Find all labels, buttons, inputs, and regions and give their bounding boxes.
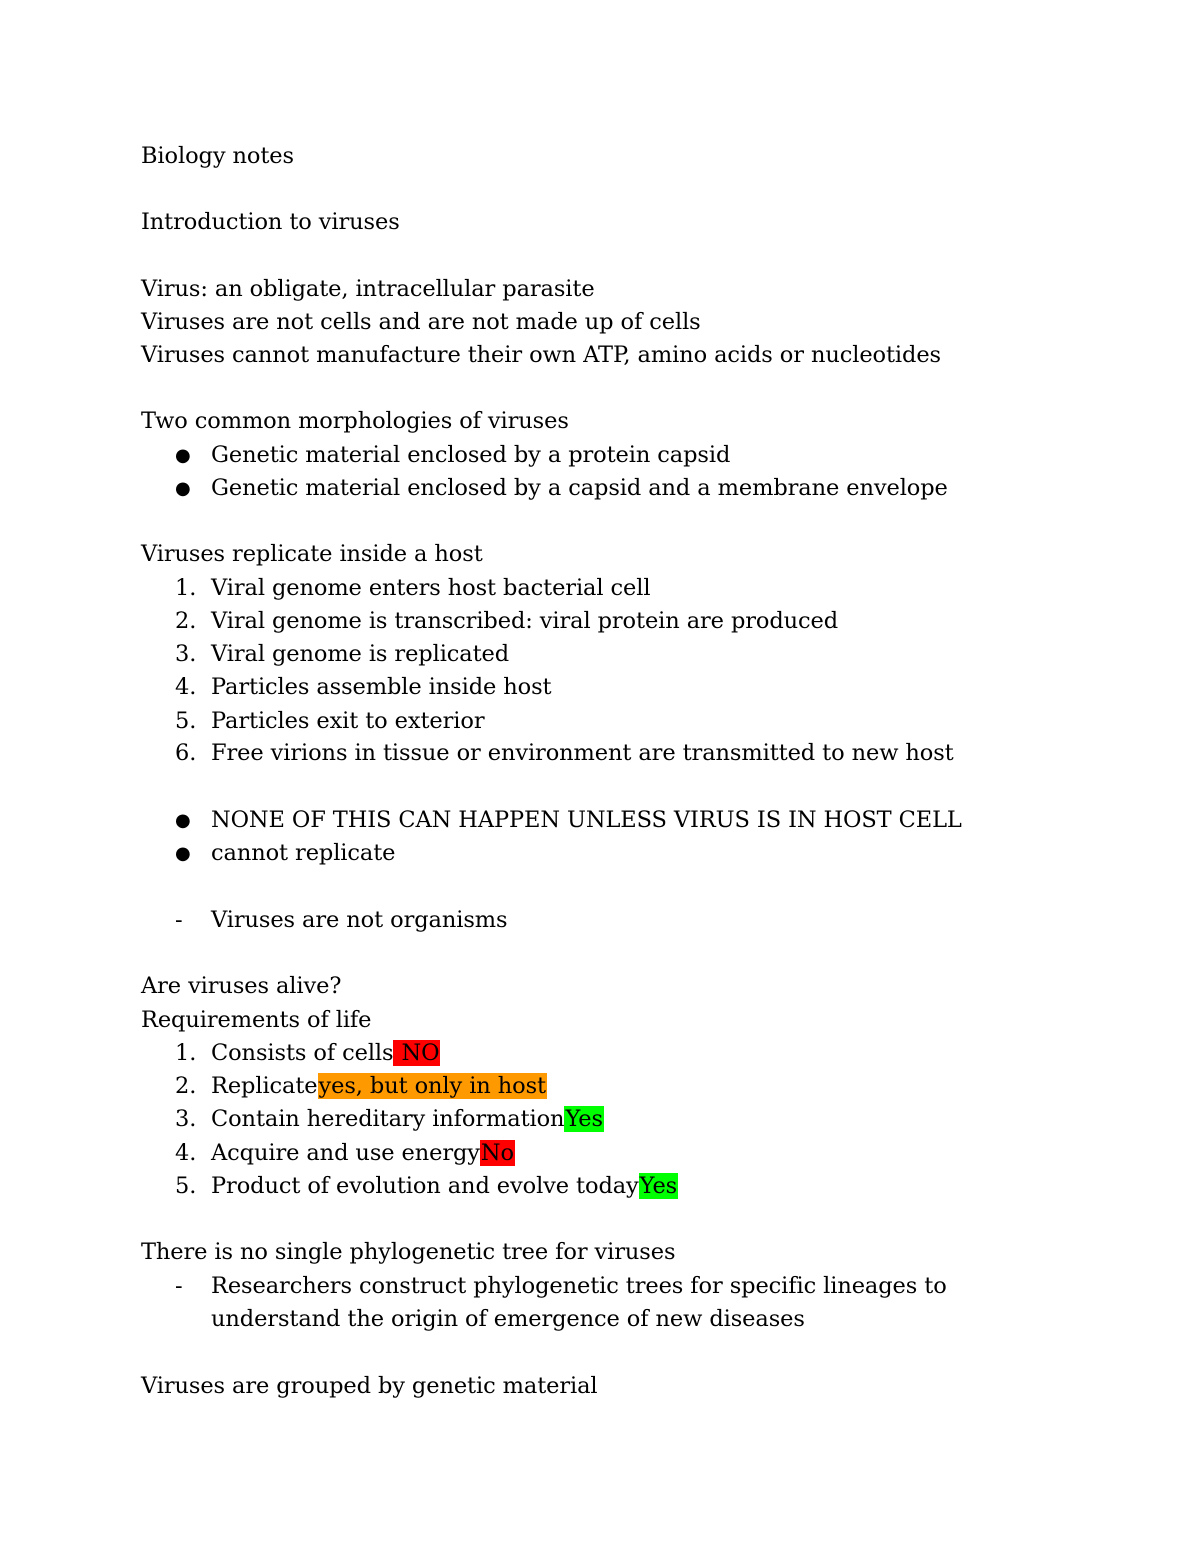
dash-marker: - <box>175 1273 183 1299</box>
highlighted-answer: Yes <box>639 1173 678 1199</box>
document-title: Biology notes <box>141 143 294 169</box>
requirement-item <box>175 1171 678 1201</box>
highlighted-answer: Yes <box>565 1106 603 1132</box>
definition-line: Virus: an obligate, intracellular parasite <box>141 276 595 302</box>
item-number: 4. <box>175 1140 197 1166</box>
item-text: Replicate <box>211 1073 318 1099</box>
definition-line: Viruses cannot manufacture their own ATP, amino acids or nucleotides <box>141 342 941 368</box>
bullet-icon: ● <box>175 810 191 831</box>
bullet-text: Genetic material enclosed by a protein capsid <box>211 442 731 468</box>
bullet-text: NONE OF THIS CAN HAPPEN UNLESS VIRUS IS IN HOST CELL <box>211 807 962 833</box>
item-text: Product of evolution and evolve today <box>211 1173 639 1199</box>
section-heading-phylogeny: There is no single phylogenetic tree for viruses <box>141 1239 676 1265</box>
numbered-item <box>175 606 838 636</box>
item-number: 6. <box>175 740 197 766</box>
dash-marker: - <box>175 907 183 933</box>
dash-text: Researchers construct phylogenetic trees for specific lineages to <box>211 1273 947 1299</box>
requirement-item <box>175 1071 547 1101</box>
section-heading-alive: Are viruses alive? <box>141 973 342 999</box>
item-text: Acquire and use energy <box>211 1140 480 1166</box>
numbered-item <box>175 672 552 702</box>
item-text: Viral genome is transcribed: viral protein are produced <box>211 608 839 634</box>
requirement-item <box>175 1104 604 1134</box>
bullet-text: cannot replicate <box>211 840 396 866</box>
item-text: Viral genome is replicated <box>211 641 510 667</box>
item-number: 3. <box>175 1106 197 1132</box>
highlighted-answer: yes, but only in host <box>318 1073 546 1099</box>
bullet-icon: ● <box>175 445 191 466</box>
item-number: 1. <box>175 575 197 601</box>
bullet-icon: ● <box>175 478 191 499</box>
section-heading-grouping: Viruses are grouped by genetic material <box>141 1373 598 1399</box>
item-text: Particles exit to exterior <box>211 708 485 734</box>
dash-text: Viruses are not organisms <box>211 907 508 933</box>
item-number: 5. <box>175 708 197 734</box>
highlighted-answer: NO <box>394 1040 440 1066</box>
numbered-item <box>175 639 509 669</box>
requirement-item <box>175 1038 440 1068</box>
item-number: 4. <box>175 674 197 700</box>
subheading-requirements: Requirements of life <box>141 1007 372 1033</box>
bullet-item <box>175 440 730 472</box>
dash-text-continuation: understand the origin of emergence of new diseases <box>211 1306 805 1332</box>
requirement-item <box>175 1138 515 1168</box>
numbered-item <box>175 738 954 768</box>
dash-item <box>175 905 507 935</box>
bullet-text: Genetic material enclosed by a capsid and a membrane envelope <box>211 475 948 501</box>
item-text: Viral genome enters host bacterial cell <box>211 575 651 601</box>
section-heading-intro: Introduction to viruses <box>141 209 400 235</box>
item-number: 5. <box>175 1173 197 1199</box>
numbered-item <box>175 706 485 736</box>
section-heading-morphologies: Two common morphologies of viruses <box>141 408 569 434</box>
bullet-icon: ● <box>175 843 191 864</box>
section-heading-replication: Viruses replicate inside a host <box>141 541 483 567</box>
item-number: 1. <box>175 1040 197 1066</box>
definition-line: Viruses are not cells and are not made up of cells <box>141 309 701 335</box>
item-number: 2. <box>175 608 197 634</box>
item-number: 3. <box>175 641 197 667</box>
item-text: Particles assemble inside host <box>211 674 552 700</box>
bullet-item <box>175 473 948 505</box>
item-text: Free virions in tissue or environment are transmitted to new host <box>211 740 954 766</box>
item-text: Consists of cells <box>211 1040 394 1066</box>
bullet-item <box>175 805 962 837</box>
item-text: Contain hereditary information <box>211 1106 565 1132</box>
numbered-item <box>175 573 650 603</box>
highlighted-answer: No <box>480 1140 514 1166</box>
dash-item <box>175 1271 947 1301</box>
item-number: 2. <box>175 1073 197 1099</box>
bullet-item <box>175 838 395 870</box>
